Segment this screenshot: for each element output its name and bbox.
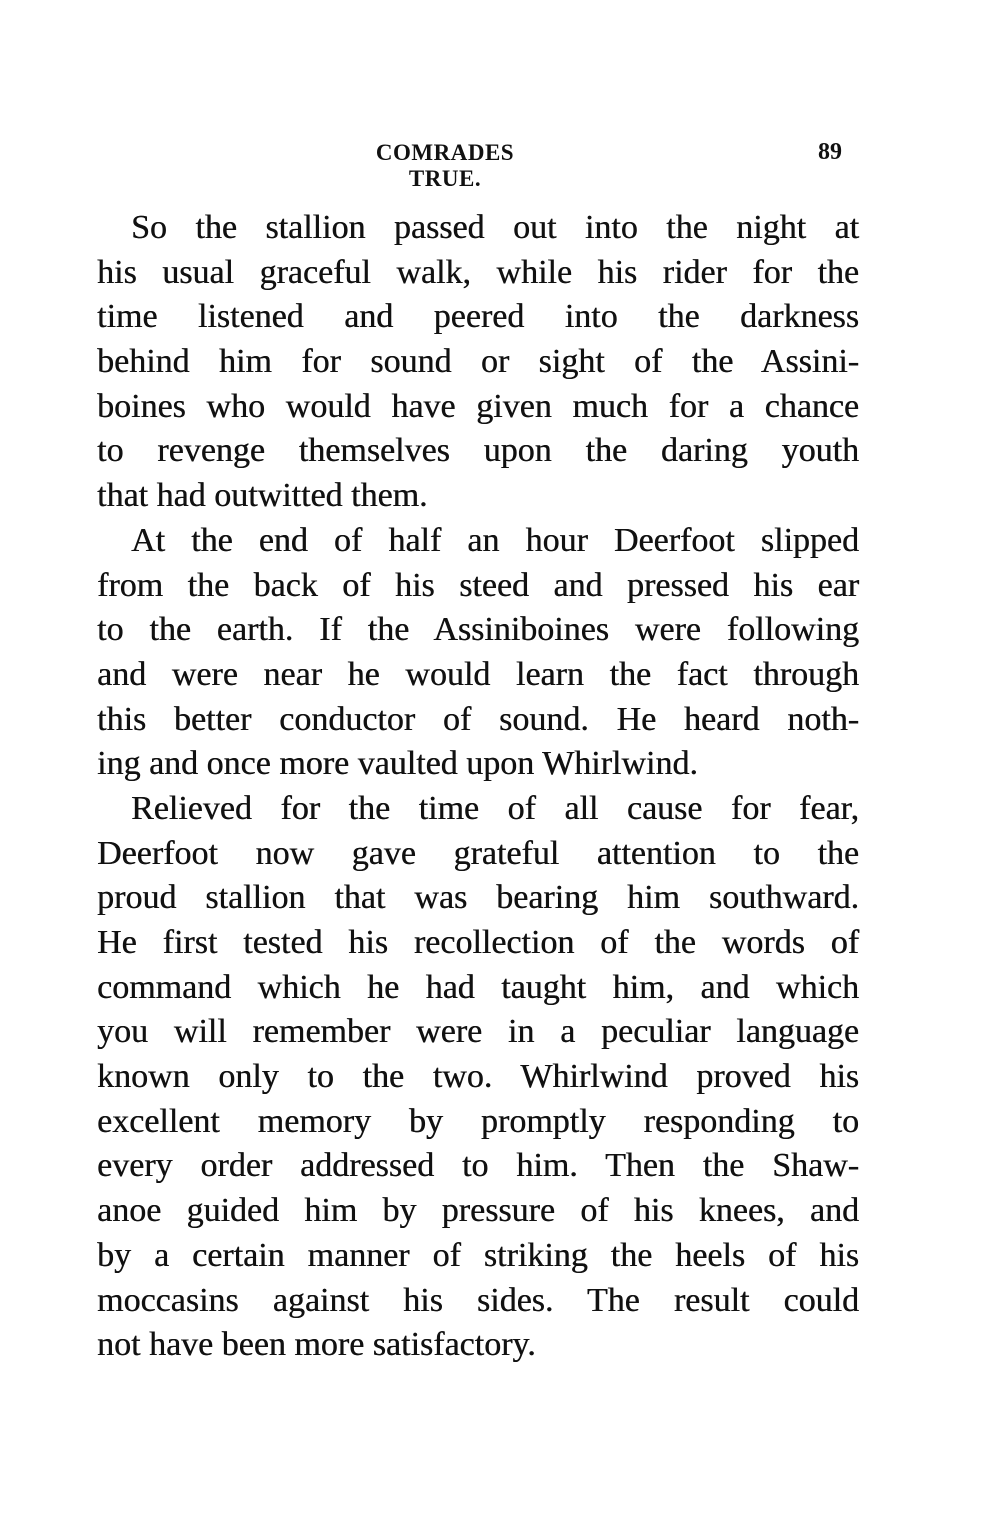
text-line: proud stallion that was bearing him southward.	[97, 879, 859, 917]
text-line: ing and once more vaulted upon Whirlwind.	[97, 745, 698, 783]
text-line: anoe guided him by pressure of his knees, and	[97, 1192, 859, 1230]
paragraph	[97, 206, 859, 519]
text-line: to the earth. If the Assiniboines were following	[97, 611, 859, 649]
text-line: behind him for sound or sight of the Assini-	[97, 343, 859, 381]
text-line: command which he had taught him, and which	[97, 968, 859, 1006]
text-line: his usual graceful walk, while his rider for the	[97, 253, 859, 291]
text-line: known only to the two. Whirlwind proved his	[97, 1058, 859, 1096]
text-line: excellent memory by promptly responding to	[97, 1102, 859, 1140]
running-head: COMRADES TRUE.	[375, 140, 515, 191]
text-line: that had outwitted them.	[97, 477, 428, 515]
paragraph	[97, 787, 859, 1368]
text-line: boines who would have given much for a chance	[97, 387, 859, 425]
text-line: At the end of half an hour Deerfoot slipped	[131, 521, 859, 559]
text-line: Deerfoot now gave grateful attention to the	[97, 834, 859, 872]
text-line: this better conductor of sound. He heard noth-	[97, 700, 859, 738]
paragraph	[97, 519, 859, 787]
body-text	[97, 206, 859, 1368]
text-line: by a certain manner of striking the heels of his	[97, 1236, 859, 1274]
text-line: to revenge themselves upon the daring youth	[97, 432, 859, 470]
text-line: from the back of his steed and pressed his ear	[97, 566, 859, 604]
text-line: every order addressed to him. Then the Shaw-	[97, 1147, 859, 1185]
text-line: time listened and peered into the darkness	[97, 298, 859, 336]
text-line: you will remember were in a peculiar language	[97, 1013, 859, 1051]
text-line: He first tested his recollection of the words of	[97, 924, 859, 961]
text-line: moccasins against his sides. The result could	[97, 1281, 859, 1319]
page-number: 89	[818, 139, 842, 165]
text-line: So the stallion passed out into the night at	[131, 209, 859, 246]
text-line: and were near he would learn the fact through	[97, 655, 859, 693]
text-line: not have been more satisfactory.	[97, 1326, 536, 1364]
text-line: Relieved for the time of all cause for fear,	[131, 789, 859, 827]
